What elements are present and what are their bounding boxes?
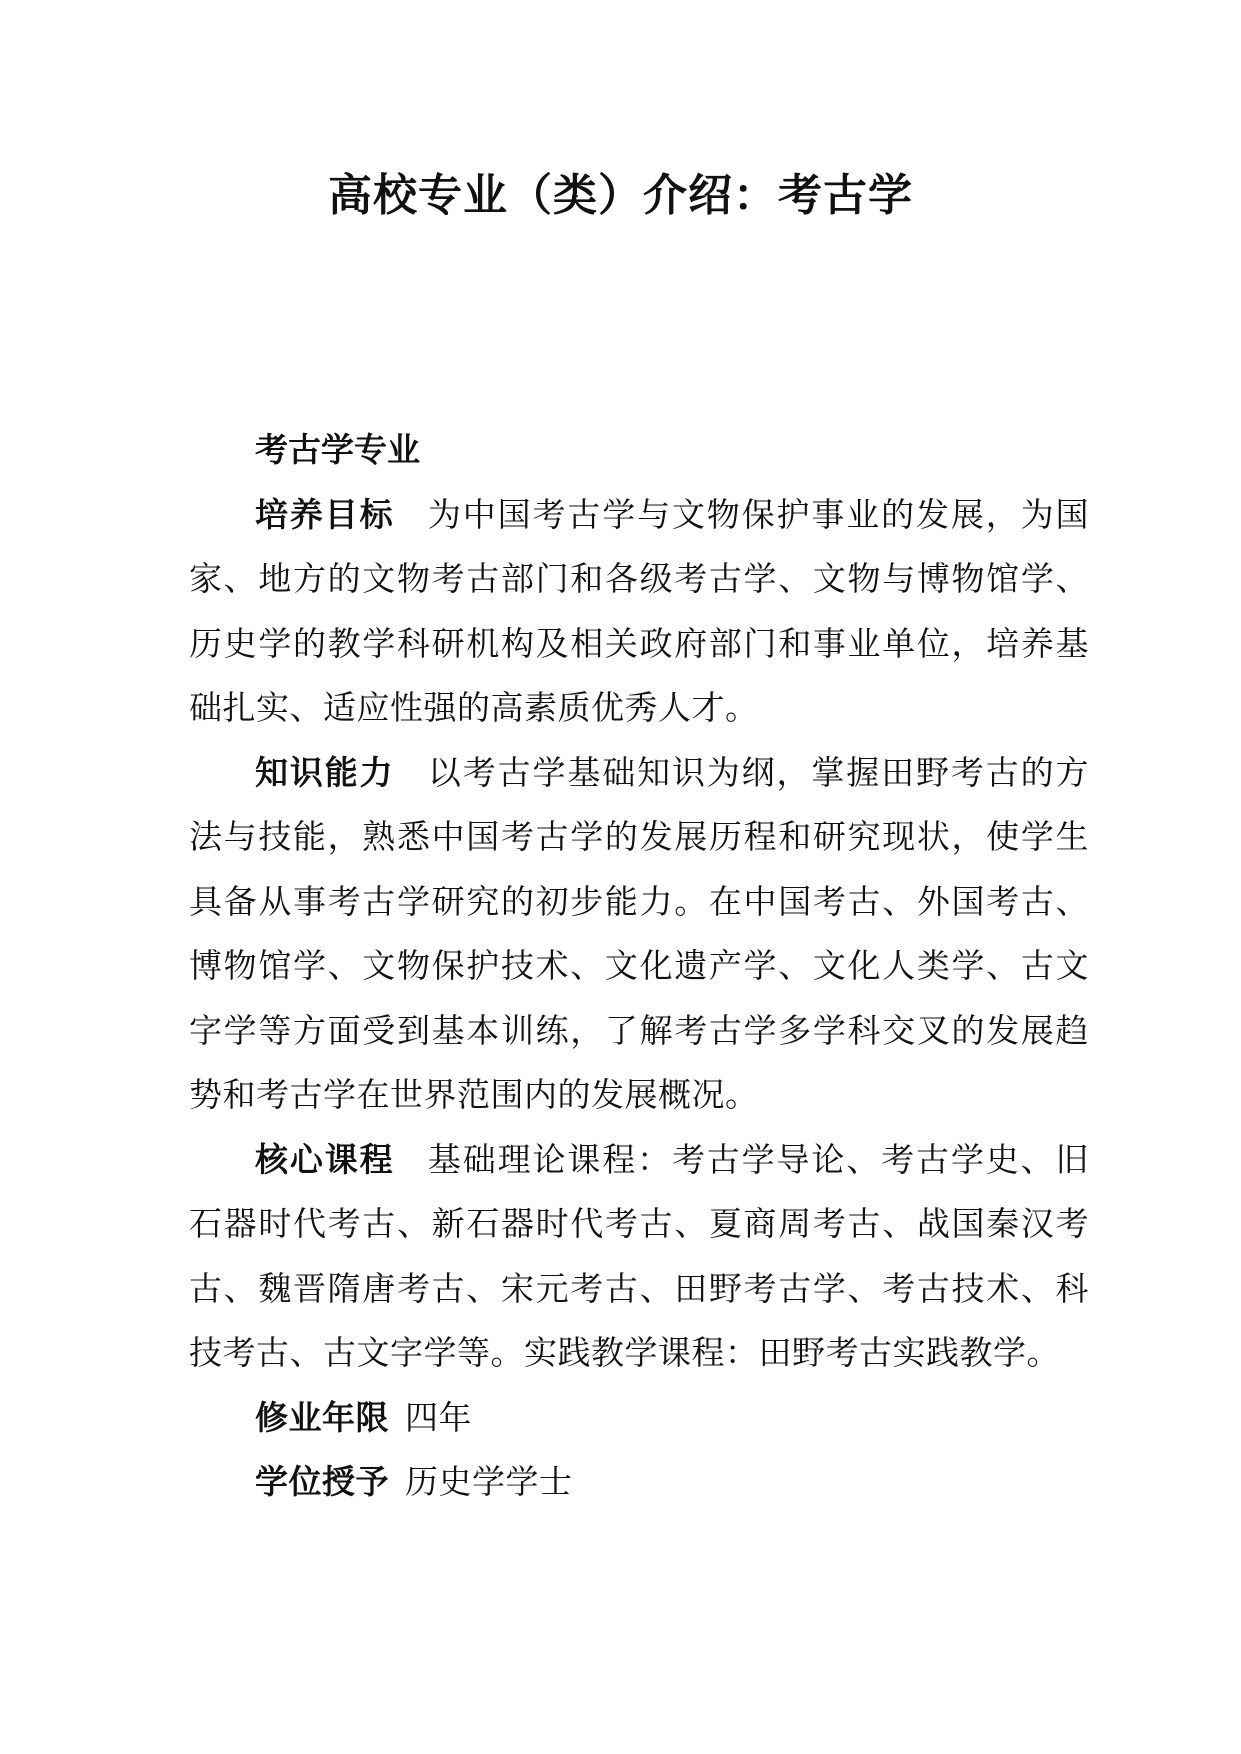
document-title: 高校专业（类）介绍：考古学 [328,170,913,221]
core-courses-label: 核心课程 [255,1139,395,1179]
study-duration-text: 四年 [405,1397,472,1437]
study-duration-paragraph [189,1386,1089,1451]
knowledge-ability-text: 以考古学基础知识为纲，掌握田野考古的方法与技能，熟悉中国考古学的发展历程和研究现状，使学生具备从事考古学研究的初步能力。在中国考古、外国考古、博物馆学、文物保护技术、文化遗产学、文化人类学、古文字学等方面受到基本训练，了解考古学多学科交叉的发展趋势和考古学在世界范围内的发展概况。 [189,752,1090,1114]
major-heading: 考古学专业 [255,430,420,469]
degree-awarded-paragraph [189,1450,1089,1515]
core-courses-text: 基础理论课程：考古学导论、考古学史、旧石器时代考古、新石器时代考古、夏商周考古、战国秦汉考古、魏晋隋唐考古、宋元考古、田野考古学、考古技术、科 技考古、古文字学等。实践教学课程：田野考古实践教学。 [189,1139,1090,1372]
training-goal-text: 为中国考古学与文物保护事业的发展，为国家、地方的文物考古部门和各级考古学、文物与博物馆学、历史学的教学科研机构及相关政府部门和事业单位，培养基础扎实、适应性强的高素质优秀人才。 [189,494,1090,727]
core-courses-paragraph [189,1128,1089,1386]
training-goal-paragraph [189,483,1089,741]
degree-awarded-text: 历史学学士 [405,1462,573,1501]
training-goal-label: 培养目标 [255,494,395,534]
knowledge-ability-paragraph [189,741,1089,1128]
document-body [189,418,1089,1515]
knowledge-ability-label: 知识能力 [255,752,395,792]
study-duration-label: 修业年限 [255,1397,389,1437]
degree-awarded-label: 学位授予 [255,1462,389,1501]
